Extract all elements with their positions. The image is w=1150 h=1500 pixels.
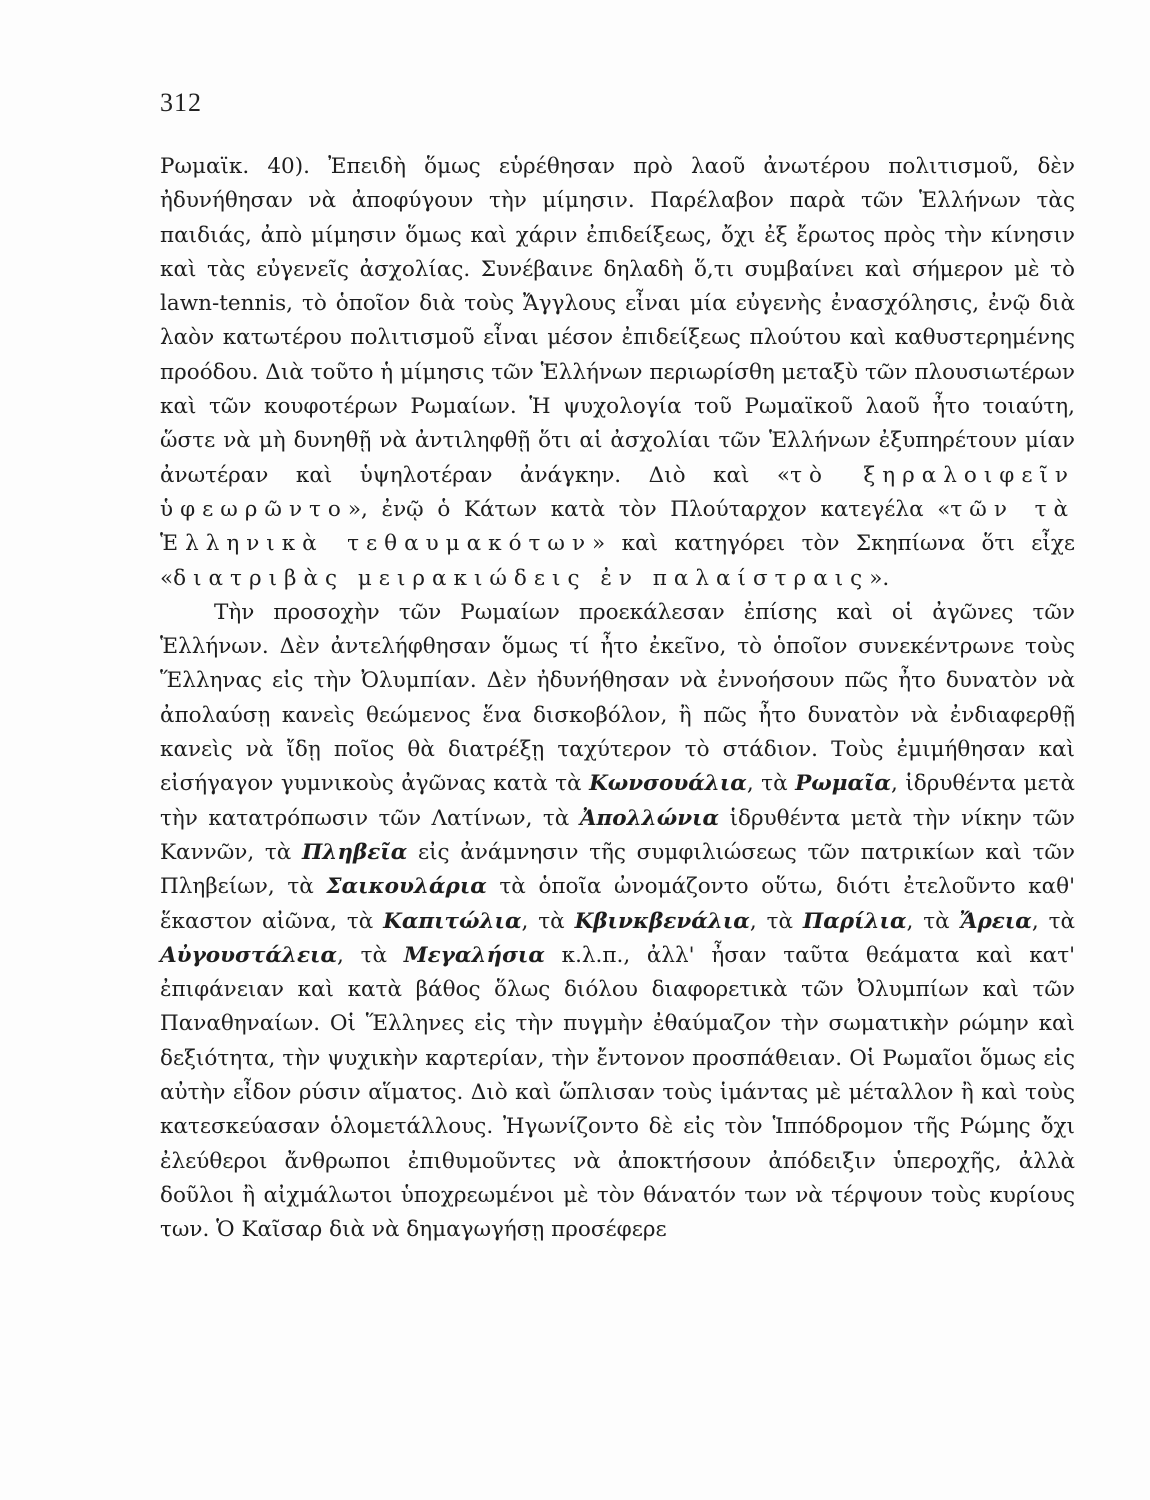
festival-name: Κβινκβενάλια — [574, 908, 750, 934]
festival-name: Μεγαλήσια — [403, 942, 545, 968]
text-run: , τὰ — [749, 908, 803, 934]
paragraph-1 — [160, 150, 1075, 596]
text-run: , τὰ — [906, 908, 960, 934]
text-run: εἰς ἀνάμνησιν τῆς συμφιλιώσεως τῶν πατρικίων καὶ τῶν Πληβείων, τὰ — [160, 839, 1075, 900]
text-run: κ.λ.π., ἀλλ' ἦσαν ταῦτα θεάματα καὶ κατ' ἐπιφάνειαν καὶ κατὰ βάθος ὅλως διόλου διαφορετικὰ τῶν Ὀλυμπίων καὶ τῶν Παναθηναίων. Οἱ Ἕλληνες εἰς τὴν πυγμὴν ἐθαύμαζον τὴν σωματικὴν ρώμην καὶ δεξιότητα, τὴν ψυχικὴν καρτερίαν, τὴν ἔντονον προσπάθειαν. Οἱ Ρωμαῖοι ὅμως εἰς αὐτὴν εἶδον ρύσιν αἵματος. Διὸ καὶ ὥπλισαν τοὺς ἱμάντας μὲ μέταλλον ἢ καὶ τοὺς κατεσκεύασαν ὁλομετάλλους. Ἠγωνίζοντο δὲ εἰς τὸν Ἱππόδρομον τῆς Ρώμης ὄχι ἐλεύθεροι ἄνθρωποι ἐπιθυμοῦντες νὰ ἀποκτήσουν ἀπόδειξιν ὑπεροχῆς, ἀλλὰ δοῦλοι ἢ αἰχμάλωτοι ὑποχρεωμένοι μὲ τὸν θάνατόν των νὰ τέρψουν τοὺς κυρίους των. Ὁ Καῖσαρ διὰ νὰ δημαγωγήσῃ προσέφερε — [160, 942, 1076, 1243]
text-run: Ρωμαϊκ. 40). Ἐπειδὴ ὅμως εὑρέθησαν πρὸ λαοῦ ἀνωτέρου πολιτισμοῦ, δὲν ἠδυνήθησαν νὰ ἀποφύγουν τὴν μίμησιν. Παρέλαβον παρὰ τῶν Ἑλλήνων τὰς παιδιάς, ἀπὸ μίμησιν ὅμως καὶ χάριν ἐπιδείξεως, ὄχι ἐξ ἔρωτος πρὸς τὴν κίνησιν καὶ τὰς εὐγενεῖς ἀσχολίας. Συνέβαινε δηλαδὴ ὅ,τι συμβαίνει καὶ σήμερον μὲ τὸ lawn-tennis, τὸ ὁποῖον διὰ τοὺς Ἄγγλους εἶναι μία εὐγενὴς ἐνασχόλησις, ἐνῷ διὰ λαὸν κατωτέρου πολιτισμοῦ εἶναι μέσον ἐπιδείξεως πλούτου καὶ καθυστερημένης προόδου. Διὰ τοῦτο ἡ μίμησις τῶν Ἑλλήνων περιωρίσθη μεταξὺ τῶν πλουσιωτέρων καὶ τῶν κουφοτέρων Ρωμαίων. Ἡ ψυχολογία τοῦ Ρωμαϊκοῦ λαοῦ ἦτο τοιαύτη, ὥστε νὰ μὴ δυνηθῇ νὰ ἀντιληφθῇ ὅτι αἱ ἀσχολίαι τῶν Ἑλλήνων ἐξυπηρέτουν μίαν ἀνωτέραν καὶ ὑψηλοτέραν ἀνάγκην. Διὸ καὶ « — [160, 154, 1075, 488]
festival-name: Ἄρεια — [959, 908, 1032, 934]
text-run: , τὰ — [1031, 908, 1075, 934]
festival-name: Αὐγουστάλεια — [160, 942, 338, 968]
page-number: 312 — [160, 88, 202, 117]
festival-name: Σαικουλάρια — [326, 874, 487, 900]
festival-name: Πληβεῖα — [301, 839, 408, 865]
body-text — [160, 150, 1075, 1248]
text-run: » καὶ κατηγόρει τὸν Σκηπίωνα ὅτι εἶχε « — [160, 531, 1075, 591]
text-run: , τὰ — [746, 771, 796, 797]
festival-name: Κωνσουάλια — [589, 771, 747, 797]
text-run: ἱδρυθέντα μετὰ τὴν νίκην τῶν Καννῶν, τὰ — [160, 805, 1075, 865]
text-run: , ἱδρυθέντα μετὰ τὴν κατατρόπωσιν τῶν Λατίνων, τὰ — [160, 771, 1075, 831]
paragraph-2 — [160, 596, 1075, 1248]
text-run: τὰ ὁποῖα ὠνομάζοντο οὕτω, διότι ἐτελοῦντο καθ' ἕκαστον αἰῶνα, τὰ — [160, 874, 1075, 934]
festival-name: Ἀπολλώνια — [579, 805, 720, 831]
festival-name: Καπιτώλια — [383, 908, 522, 934]
text-run: », ἐνῷ ὁ Κάτων κατὰ τὸν Πλούταρχον κατεγέλα « — [347, 496, 951, 522]
festival-name: Παρίλια — [802, 908, 907, 934]
spaced-quote: διατριβὰς μειρακιώδεις ἐν παλαίστραις — [173, 565, 870, 591]
festival-name: Ρωμαῖα — [795, 771, 891, 797]
text-run: ». — [869, 565, 890, 591]
spaced-quote: τὸ ξηραλοιφεῖν ὑφεωρῶντο — [160, 462, 1075, 522]
text-run: , τὰ — [337, 942, 404, 968]
text-run: Τὴν προσοχὴν τῶν Ρωμαίων προεκάλεσαν ἐπίσης καὶ οἱ ἀγῶνες τῶν Ἑλλήνων. Δὲν ἀντελήφθησαν ὅμως τί ἦτο ἐκεῖνο, τὸ ὁποῖον συνεκέντρωνε τοὺς Ἕλληνας εἰς τὴν Ὀλυμπίαν. Δὲν ἠδυνήθησαν νὰ ἐννοήσουν πῶς ἦτο δυνατὸν νὰ ἀπολαύσῃ κανεὶς θεώμενος ἕνα δισκοβόλον, ἢ πῶς ἦτο δυνατὸν νὰ ἐνδιαφερθῇ κανεὶς νὰ ἴδῃ ποῖος θὰ διατρέξῃ ταχύτερον τὸ στάδιον. Τοὺς ἐμιμήθησαν καὶ εἰσήγαγον γυμνικοὺς ἀγῶνας κατὰ τὰ — [160, 599, 1075, 797]
spaced-quote: τῶν τὰ Ἑλληνικὰ τεθαυμακότων — [160, 496, 1075, 557]
text-run: , τὰ — [521, 908, 575, 934]
